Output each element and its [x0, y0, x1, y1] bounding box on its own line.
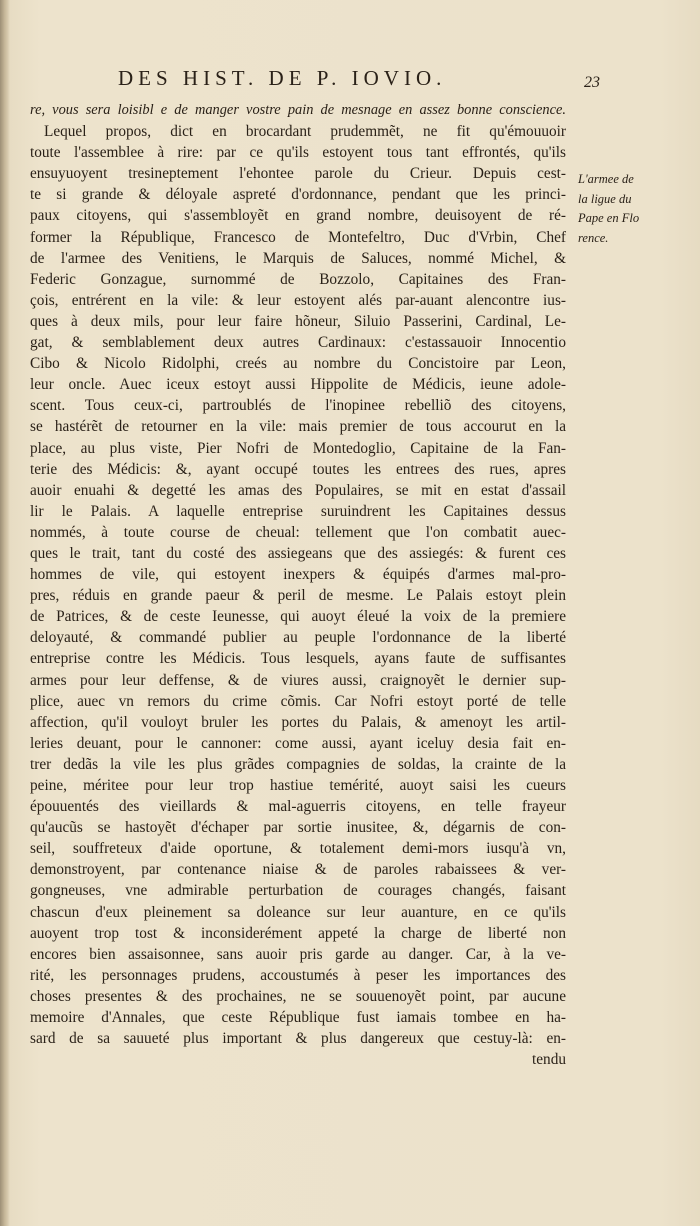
body-line: de l'armee des Venitiens, le Marquis de Saluces, nommé Michel, & [30, 249, 566, 267]
marginal-note-line: L'armee de [578, 172, 634, 186]
running-title: DES HIST. DE P. IOVIO. [118, 66, 447, 90]
body-line: scent. Tous ceux-ci, partroublés de l'inopinee rebelliõ des citoyens, [30, 397, 566, 415]
body-line: çois, entrérent en la vile: & leur estoyent alés par-auant alencontre ius- [30, 291, 566, 309]
body-line: gat, & semblablement deux autres Cardinaux: c'estassauoir Innocentio [30, 334, 566, 352]
body-line: nommés, à toute course de cheual: tellement que l'on combatit auec- [30, 523, 566, 541]
catchword: tendu [532, 1051, 566, 1069]
body-line: leur oncle. Auec iceux estoyt aussi Hippolite de Médicis, ieune adole- [30, 376, 566, 394]
page-gutter-shadow [0, 0, 10, 1226]
body-line: qu'aucũs se hastoyẽt d'échaper par sortie inusitee, &, dégarnis de con- [30, 819, 566, 837]
body-line: de Patrices, & de ceste Ieunesse, qui auoyt éleué la voix de la premiere [30, 608, 566, 626]
body-line: auoir enuahi & degetté les amas des Populaires, se mit en estat d'assail [30, 481, 566, 499]
body-line: auoyent trop tost & inconsiderément appeté la charge de liberté non [30, 924, 566, 942]
body-line: ques le trait, tant du costé des assiegeans que des assiegés: & furent ces [30, 544, 566, 562]
body-line: seil, souffreteux d'aide oportune, & totalement demi-mors iusqu'à vn, [30, 840, 566, 858]
body-line: ques à deux mils, pour leur faire hõneur, Siluio Passerini, Cardinal, Le- [30, 312, 566, 330]
marginal-note-line: la ligue du [578, 191, 632, 206]
body-line: gongneuses, vne admirable perturbation de courages changés, faisant [30, 882, 566, 900]
marginal-note [578, 170, 698, 248]
body-line: terie des Médicis: &, ayant occupé toutes les entrees des rues, apres [30, 460, 566, 478]
body-line: plice, auec vn remors du crime cõmis. Car Nofri estoyt porté de telle [30, 692, 566, 710]
body-line: entreprise contre les Médicis. Tous lesquels, ayans faute de suffisantes [30, 650, 566, 668]
body-line: Lequel propos, dict en brocardant prudemmẽt, ne fit qu'émouuoir [44, 123, 566, 141]
body-line: trer dedãs la vile les plus grãdes compagnies de soldas, la crainte de la [30, 755, 566, 773]
body-line: lir le Palais. A laquelle entreprise suruindrent les Capitaines dessus [30, 502, 566, 520]
body-line: re, vous sera loisibl e de manger vostre pain de mesnage en assez bonne conscience. [30, 102, 566, 118]
body-line: sard de sa sauueté plus important & plus dangereux que cestuy-là: en- [30, 1030, 566, 1048]
body-line: choses presentes & des prochaines, ne se souuenoyẽt point, par aucune [30, 987, 566, 1005]
body-line: former la République, Francesco de Montefeltro, Duc d'Vrbin, Chef [30, 228, 566, 246]
body-line: pres, réduis en grande paeur & peril de mesme. Le Palais estoyt plein [30, 587, 566, 605]
body-line: affection, qu'il vouloyt bruler les portes du Palais, & amenoyt les artil- [30, 713, 566, 731]
body-line: Federic Gonzague, surnommé de Bozzolo, Capitaines des Fran- [30, 270, 566, 288]
body-line: deloyauté, & commandé publier au peuple l'ordonnance de la liberté [30, 629, 566, 647]
body-line: toute l'assemblee à rire: par ce qu'ils estoyent tous tant effrontés, qu'ils [30, 144, 566, 162]
body-line: épouuentés des vieillards & mal-aguerris citoyens, en telle frayeur [30, 798, 566, 816]
body-line: hommes de vile, qui estoyent inexpers & équipés d'armes mal-pro- [30, 566, 566, 584]
body-line: se hastérẽt de retourner en la vile: mais premier de tous accourut en la [30, 418, 566, 436]
body-text [30, 100, 566, 1070]
marginal-note-line: rence. [578, 230, 609, 245]
body-line: ensuyuoyent tresineptement l'ehontee parole du Crieur. Depuis cest- [30, 165, 566, 183]
body-line: leries deuant, pour le cannoner: come aussi, ayant iceluy desia fait en- [30, 734, 566, 752]
page-number: 23 [584, 74, 600, 91]
body-line: peine, méritee pour leur trop hastiue temérité, auoyt saisi les cueurs [30, 777, 566, 794]
body-line: demonstroyent, par contenance niaise & de paroles rabaissees & ver- [30, 861, 566, 879]
body-line: rité, les personnages prudens, accoustumés à peser les importances des [30, 966, 566, 984]
marginal-note-line: Pape en Flo [578, 211, 640, 225]
body-line: memoire d'Annales, que ceste République fust iamais tombee en ha- [30, 1009, 566, 1027]
body-line: chascun d'eux pleinement sa doleance sur leur auanture, en ce qu'ils [30, 903, 566, 921]
body-line: te si grande & déloyale aspreté d'ordonnance, pendant que les princi- [30, 186, 566, 204]
body-line: paux citoyens, qui s'assembloyẽt en grand nombre, deuisoyent de ré- [30, 207, 566, 225]
body-line: place, au plus viste, Pier Nofri de Montedoglio, Capitaine de la Fan- [30, 439, 566, 457]
body-line: armes pour leur deffense, & de viures aussi, craignoyẽt le dernier sup- [30, 671, 566, 689]
body-line: encores bien assaisonnee, sans auoir pris garde au danger. Car, à la ve- [30, 945, 566, 963]
body-line: Cibo & Nicolo Ridolphi, creés au nombre du Concistoire par Leon, [30, 355, 566, 373]
